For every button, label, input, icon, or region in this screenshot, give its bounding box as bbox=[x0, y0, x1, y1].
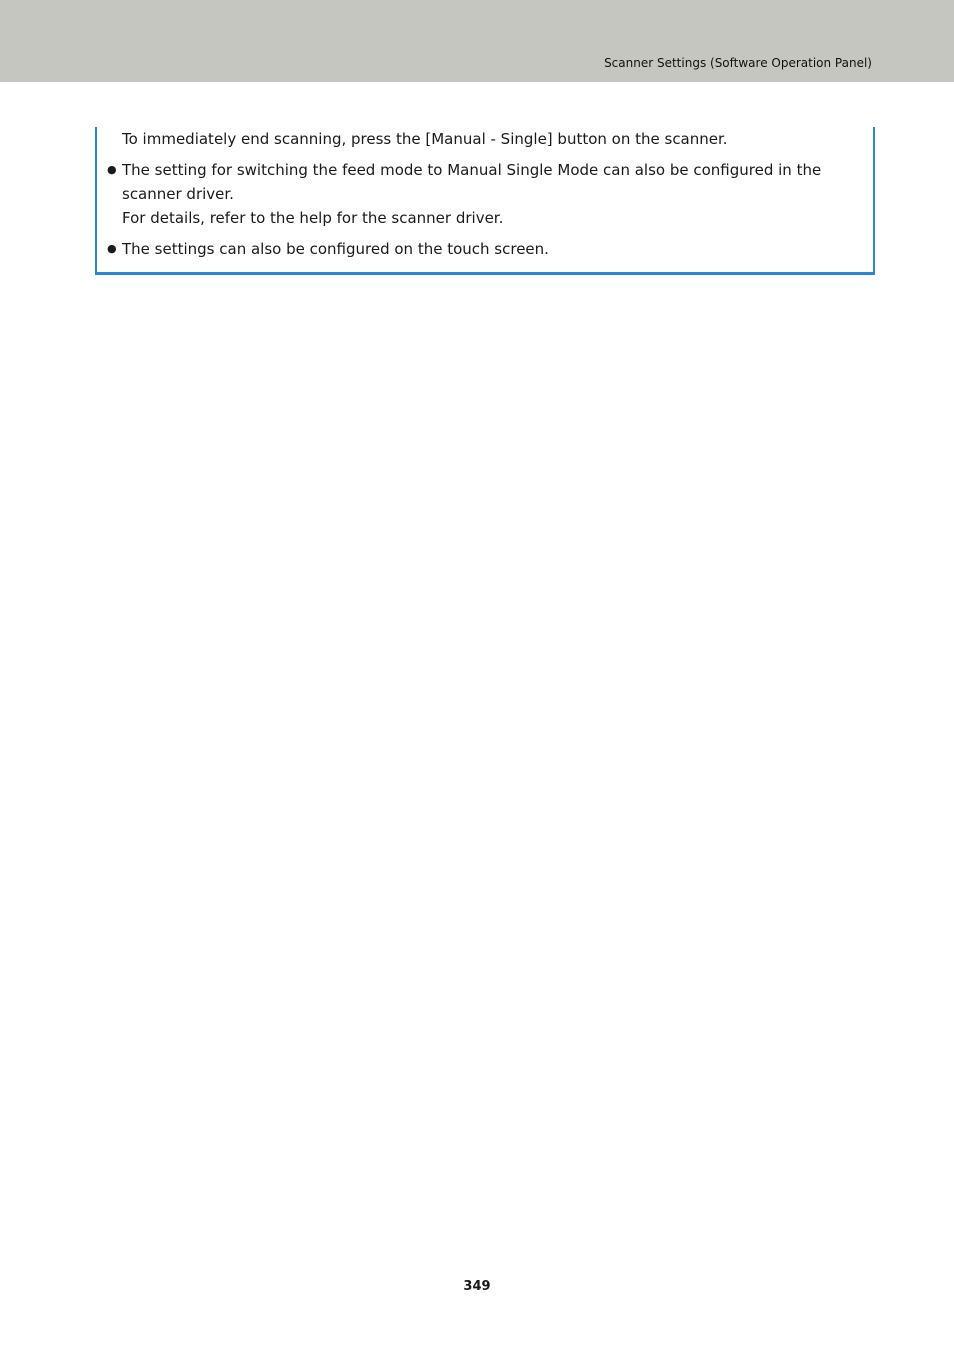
bullet-dot-icon: ● bbox=[107, 242, 117, 255]
bullet-dot-icon: ● bbox=[107, 163, 117, 176]
note-bullet-line: The setting for switching the feed mode to Manual Single Mode can also be configured in the bbox=[122, 161, 822, 179]
note-bullet-line: scanner driver. bbox=[122, 185, 234, 203]
note-continuation-text: To immediately end scanning, press the [Manual - Single] button on the scanner. bbox=[122, 130, 728, 148]
note-bullet-line: For details, refer to the help for the scanner driver. bbox=[122, 209, 504, 227]
running-header-title: Scanner Settings (Software Operation Panel) bbox=[604, 56, 872, 70]
note-bullet-line: The settings can also be configured on the touch screen. bbox=[122, 240, 549, 258]
note-bullet-item bbox=[107, 158, 837, 230]
page-header-band bbox=[0, 0, 954, 82]
note-bullet-item bbox=[107, 237, 837, 261]
note-box bbox=[95, 127, 875, 275]
page-number: 349 bbox=[463, 1279, 491, 1294]
note-content bbox=[107, 127, 837, 268]
